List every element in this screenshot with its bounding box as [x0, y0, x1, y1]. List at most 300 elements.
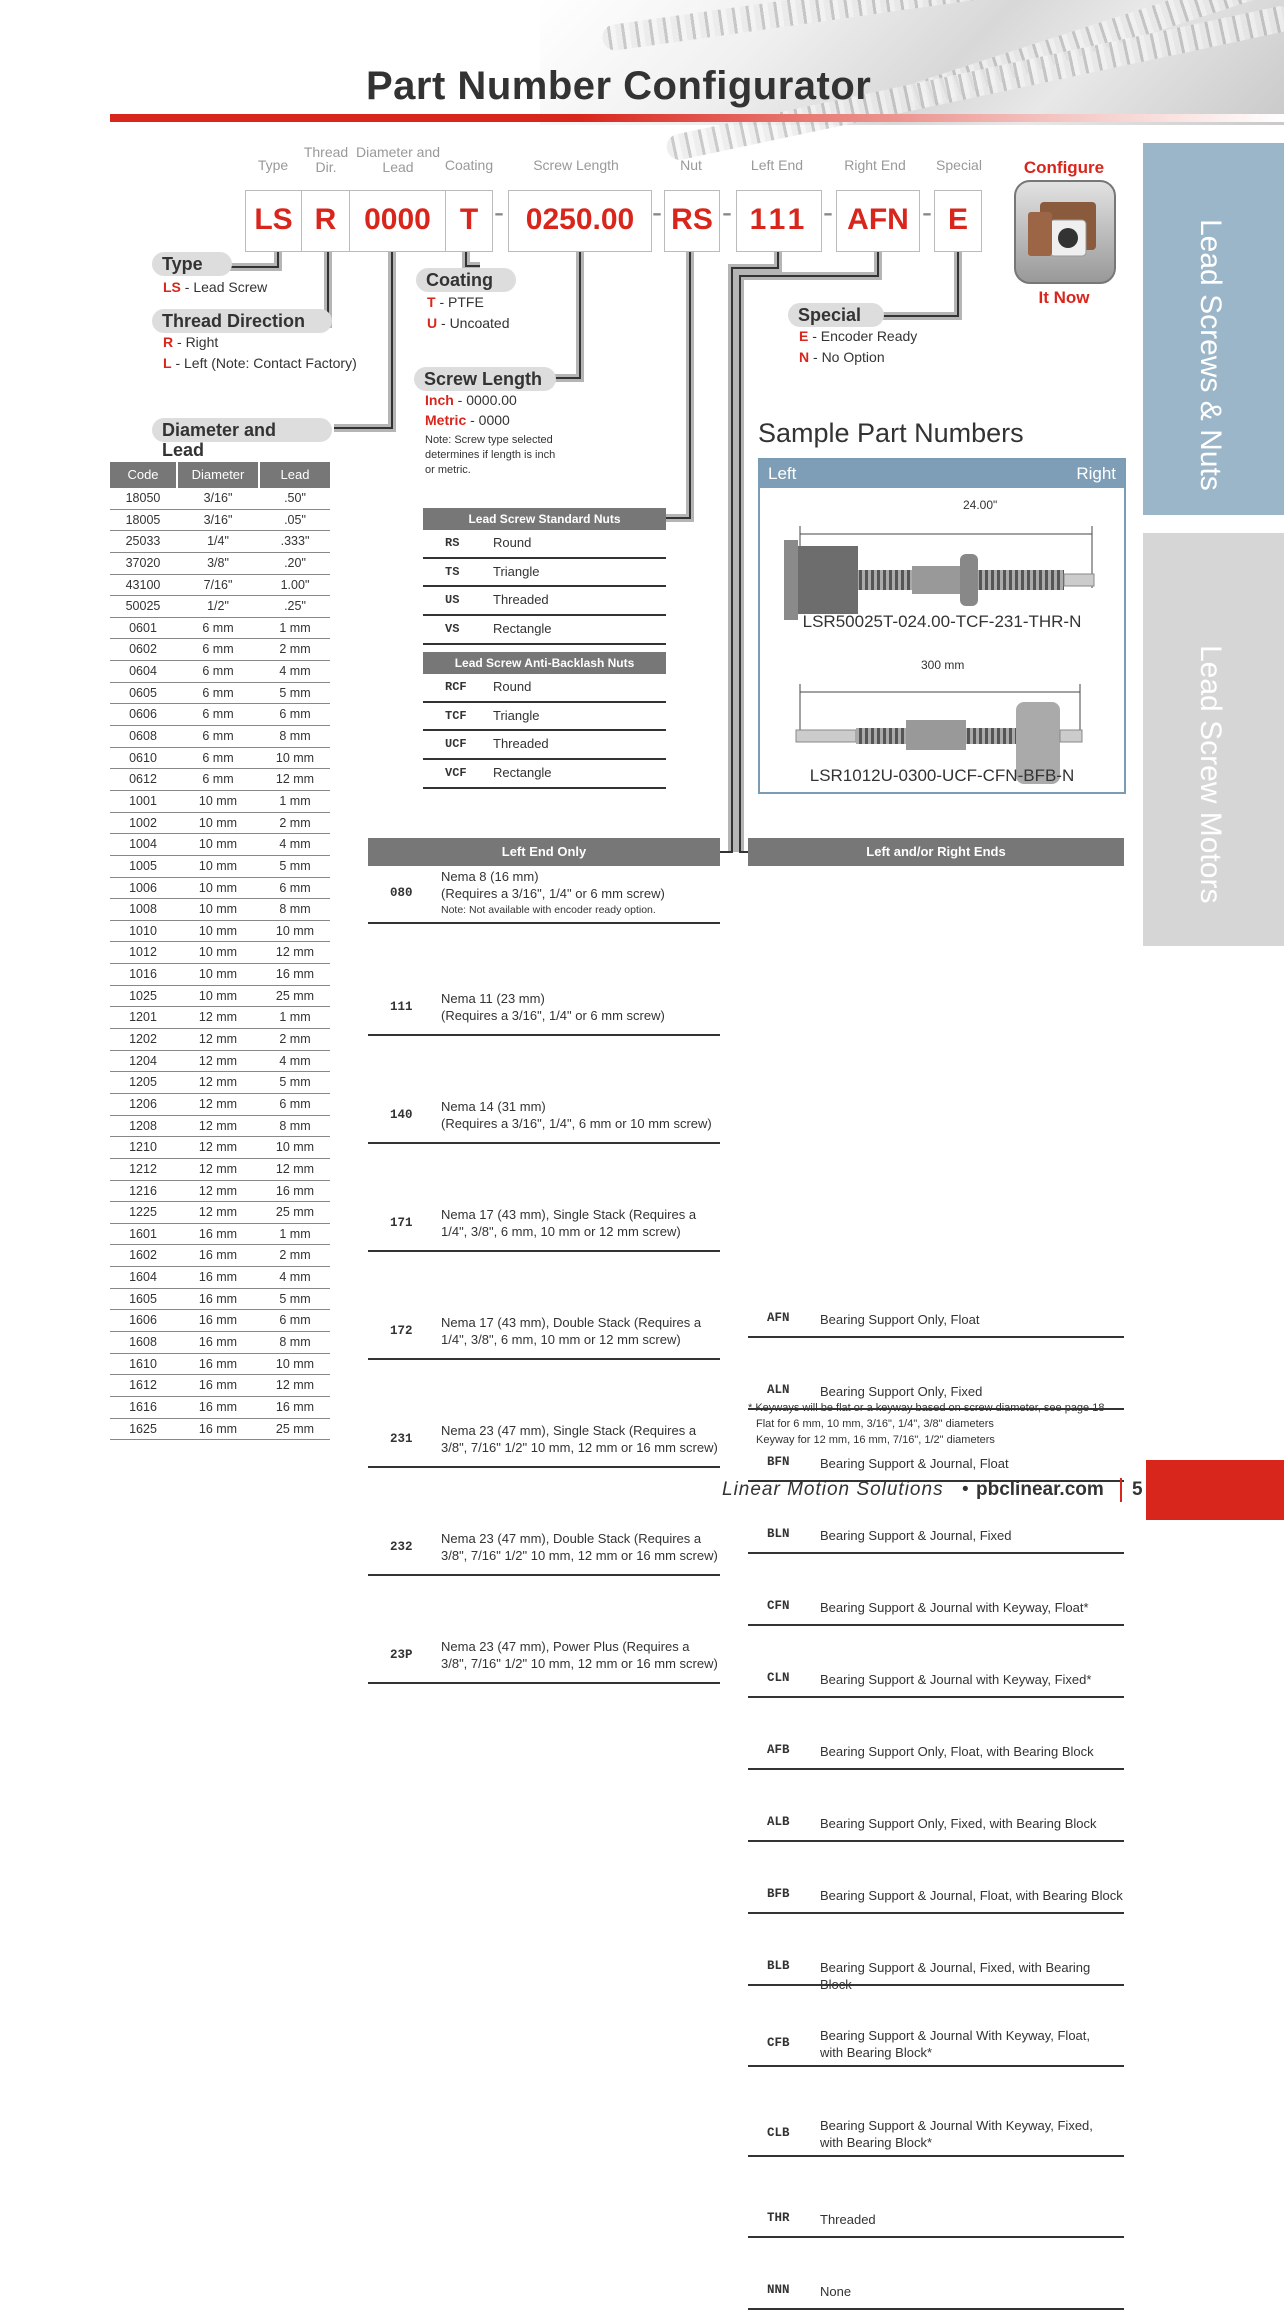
end-code: CFN: [767, 1599, 790, 1613]
end-code: THR: [767, 2211, 790, 2225]
table-cell: 2 mm: [279, 815, 311, 830]
nut-desc: Threaded: [493, 592, 549, 608]
end-desc: 3/8", 7/16" 1/2" 10 mm, 12 mm or 16 mm screw): [441, 1440, 718, 1455]
table-cell: 12 mm: [198, 1205, 238, 1220]
end-code: 172: [390, 1324, 413, 1338]
field-label: Type: [257, 157, 289, 173]
table-row: [110, 704, 330, 726]
table-row: [110, 878, 330, 900]
field-label: Coating: [444, 157, 494, 173]
separator: -: [722, 196, 732, 229]
field-nut[interactable]: RS: [664, 190, 720, 252]
sample-drawings: [760, 488, 1124, 788]
nut-row[interactable]: [423, 760, 666, 789]
configure-label: Configure: [1023, 158, 1105, 177]
table-cell: 6 mm: [202, 772, 234, 787]
table-row: [110, 683, 330, 705]
end-desc: Bearing Support Only, Fixed, with Bearing Block: [820, 1816, 1097, 1831]
table-cell: 12 mm: [198, 1118, 238, 1133]
table-row: [110, 1159, 330, 1181]
table-cell: 16 mm: [198, 1378, 238, 1393]
table-row: [110, 1375, 330, 1397]
table-cell: 1016: [129, 967, 157, 982]
table-cell: 1 mm: [279, 1010, 311, 1025]
nut-desc: Threaded: [493, 736, 549, 752]
end-desc: 1/4", 3/8", 6 mm, 10 mm or 12 mm screw): [441, 1332, 681, 1347]
table-cell: 1601: [129, 1226, 157, 1241]
table-cell: 16 mm: [198, 1334, 238, 1349]
table-row: [110, 1094, 330, 1116]
end-desc: Nema 23 (47 mm), Single Stack (Requires a: [441, 1423, 697, 1438]
end-desc: Bearing Support Only, Float, with Bearing Block: [820, 1744, 1094, 1759]
option-t: T - PTFE: [427, 294, 484, 310]
section-special-title: Special: [788, 303, 884, 327]
table-cell: 1 mm: [279, 793, 311, 808]
left-end-row[interactable]: [368, 982, 720, 1036]
table-cell: 8 mm: [279, 729, 311, 744]
table-row: [110, 899, 330, 921]
table-row: [110, 1116, 330, 1138]
field-label: Nut: [680, 157, 702, 173]
table-cell: 5 mm: [279, 685, 311, 700]
lr-end-row[interactable]: [748, 1302, 1124, 1338]
table-cell: 4 mm: [279, 1053, 311, 1068]
table-row: [110, 1310, 330, 1332]
option-n: N - No Option: [799, 349, 885, 365]
table-cell: 6 mm: [279, 1313, 311, 1328]
table-cell: 0612: [129, 772, 157, 787]
field-type[interactable]: LS: [245, 190, 302, 252]
table-cell: 0604: [129, 664, 157, 679]
corner-accent: [1146, 1460, 1284, 1520]
table-row: [110, 1029, 330, 1051]
table-row: [110, 964, 330, 986]
table-cell: 10 mm: [198, 815, 238, 830]
nut-desc: Rectangle: [493, 765, 552, 781]
end-code: ALN: [767, 1383, 790, 1397]
left-end-header: Left End Only: [368, 838, 720, 866]
end-desc: None: [820, 2284, 852, 2299]
left-end-row[interactable]: [368, 1414, 720, 1468]
end-desc: Nema 17 (43 mm), Single Stack (Requires a: [441, 1207, 697, 1222]
footer-site[interactable]: pbclinear.com: [976, 1479, 1104, 1500]
nut-desc: Round: [493, 679, 532, 694]
table-row: [110, 531, 330, 553]
table-cell: 0606: [129, 707, 157, 722]
table-cell: 1010: [129, 923, 157, 938]
table-cell: 5 mm: [279, 858, 311, 873]
end-code: 111: [390, 1000, 413, 1014]
left-end-row[interactable]: [368, 1522, 720, 1576]
table-cell: 0610: [129, 750, 157, 765]
table-row: [110, 1181, 330, 1203]
separator: -: [922, 196, 932, 229]
end-desc: (Requires a 3/16", 1/4" or 6 mm screw): [441, 1008, 665, 1023]
end-desc: Nema 17 (43 mm), Double Stack (Requires a: [441, 1315, 702, 1330]
table-row: [110, 596, 330, 618]
table-cell: .25": [284, 599, 306, 614]
table-cell: 16 mm: [275, 967, 315, 982]
table-cell: 16 mm: [198, 1270, 238, 1285]
table-row: [110, 813, 330, 835]
option-r: R - Right: [163, 334, 219, 350]
end-code: BFB: [767, 1887, 790, 1901]
table-cell: 0605: [129, 685, 157, 700]
table-cell: 1612: [129, 1378, 157, 1393]
table-cell: 3/8": [207, 555, 229, 570]
table-cell: 2 mm: [279, 642, 311, 657]
section-length-title: Screw Length: [414, 367, 556, 391]
end-desc: with Bearing Block*: [820, 2045, 932, 2060]
end-code: 23P: [390, 1648, 413, 1662]
end-code: CLN: [767, 1671, 790, 1685]
nut-code: RS: [445, 536, 460, 550]
separator: -: [494, 196, 504, 229]
table-row: [110, 986, 330, 1008]
table-cell: 12 mm: [198, 1140, 238, 1155]
section-type-title: Type: [152, 252, 232, 276]
lr-end-row[interactable]: [748, 1590, 1124, 1626]
table-cell: 12 mm: [198, 1075, 238, 1090]
table-cell: .50": [284, 491, 306, 505]
sample-part-number-2: LSR1012U-0300-UCF-CFN-BFB-N: [809, 766, 1075, 785]
nut-row[interactable]: [423, 703, 666, 732]
col-header: Lead: [260, 462, 330, 488]
nut-row[interactable]: [423, 559, 666, 588]
table-cell: 1210: [129, 1140, 157, 1155]
table-cell: 1208: [129, 1118, 157, 1133]
field-screw-length[interactable]: 0250.00: [508, 190, 652, 252]
table-cell: 1 mm: [279, 620, 311, 635]
nut-code: TS: [445, 564, 460, 579]
table-cell: 25 mm: [275, 1421, 315, 1436]
table-row: [110, 791, 330, 813]
table-cell: 10 mm: [198, 988, 238, 1003]
table-cell: 25 mm: [275, 988, 315, 1003]
table-cell: 1.00": [280, 577, 310, 592]
left-end-row[interactable]: [368, 866, 720, 924]
table-cell: 6 mm: [202, 664, 234, 679]
table-cell: 1606: [129, 1313, 157, 1328]
table-cell: 6 mm: [279, 707, 311, 722]
keyway-footnote: * Keyways will be flat or a keyway based on screw diameter, see page 18 Flat for 6 mm, 10 mm, 3/16", 1/4", 3/8" diameters Keyway for 12 mm, 16 mm, 7/16", 1/2" diameters: [748, 1402, 1105, 1446]
table-cell: 7/16": [203, 577, 233, 592]
table-cell: 1005: [129, 858, 157, 873]
table-cell: 10 mm: [275, 750, 315, 765]
table-row: [110, 488, 330, 510]
end-desc: Bearing Support & Journal with Keyway, Fixed*: [820, 1672, 1092, 1687]
table-cell: 1 mm: [279, 1226, 311, 1241]
nut-row[interactable]: [423, 731, 666, 760]
page-number: 5: [1132, 1479, 1143, 1500]
end-note: Note: Not available with encoder ready option.: [441, 904, 656, 916]
table-cell: 1006: [129, 880, 157, 895]
end-code: BLN: [767, 1527, 790, 1541]
lr-end-row[interactable]: [748, 2202, 1124, 2238]
end-desc: Nema 11 (23 mm): [441, 991, 545, 1006]
table-cell: 8 mm: [279, 902, 311, 917]
end-code: 231: [390, 1432, 413, 1446]
table-row: [110, 553, 330, 575]
end-desc: 3/8", 7/16" 1/2" 10 mm, 12 mm or 16 mm screw): [441, 1548, 718, 1563]
table-cell: 10 mm: [275, 1140, 315, 1155]
table-cell: 1616: [129, 1399, 157, 1414]
end-code: CLB: [767, 2125, 790, 2140]
nut-code: TCF: [445, 708, 467, 723]
nut-desc: Rectangle: [493, 621, 552, 637]
footer-tagline: Linear Motion Solutions: [722, 1479, 944, 1500]
nut-desc: Round: [493, 535, 532, 550]
diameter-lead-table: [110, 462, 330, 1440]
table-cell: 1008: [129, 902, 157, 917]
table-cell: 6 mm: [279, 1096, 311, 1111]
sample-panel: [758, 458, 1126, 794]
nut-desc: Triangle: [493, 563, 540, 579]
table-cell: 12 mm: [275, 945, 315, 960]
table-cell: 1001: [129, 793, 157, 808]
end-code: BFN: [767, 1455, 790, 1469]
table-row: [110, 1072, 330, 1094]
end-desc: Bearing Support & Journal, Float: [820, 1456, 1009, 1471]
sample-part-number-1: LSR50025T-024.00-TCF-231-THR-N: [802, 612, 1082, 631]
end-desc: Bearing Support Only, Float: [820, 1312, 980, 1327]
table-cell: 12 mm: [275, 1378, 315, 1393]
field-label: Thread Dir.: [303, 144, 349, 175]
nut-row[interactable]: [423, 616, 666, 645]
table-cell: 1/4": [207, 534, 229, 549]
end-code: CFB: [767, 2035, 790, 2050]
end-code: AFN: [767, 1311, 790, 1325]
section-dl-title: Diameter and Lead: [152, 418, 332, 442]
lr-end-row[interactable]: [748, 1950, 1124, 1992]
table-cell: 16 mm: [198, 1313, 238, 1328]
table-cell: .05": [284, 512, 306, 527]
col-header: Code: [110, 462, 176, 488]
lr-end-row[interactable]: [748, 1446, 1124, 1482]
nut-desc: Triangle: [493, 707, 540, 723]
table-cell: 6 mm: [202, 707, 234, 722]
end-desc: with Bearing Block*: [820, 2135, 932, 2150]
section-coating-title: Coating: [416, 268, 516, 292]
table-cell: 1610: [129, 1356, 157, 1371]
table-row: [110, 726, 330, 748]
lr-end-row[interactable]: [748, 1662, 1124, 1698]
table-cell: 1002: [129, 815, 157, 830]
table-cell: 8 mm: [279, 1118, 311, 1133]
table-row: [110, 575, 330, 597]
table-cell: 10 mm: [198, 945, 238, 960]
field-label: Diameter and Lead: [355, 144, 441, 175]
table-cell: 1206: [129, 1096, 157, 1111]
table-row: [110, 1267, 330, 1289]
left-end-row[interactable]: [368, 1306, 720, 1360]
table-cell: 3/16": [203, 512, 233, 527]
nut-code: RCF: [445, 680, 467, 694]
configure-label: It Now: [1038, 288, 1090, 307]
table-cell: 12 mm: [198, 1183, 238, 1198]
option-ls: LS - Lead Screw: [163, 279, 268, 295]
table-cell: 8 mm: [279, 1334, 311, 1349]
table-cell: 37020: [125, 555, 161, 570]
field-diameter-lead[interactable]: 0000: [349, 190, 446, 252]
left-end-row[interactable]: [368, 1630, 720, 1684]
end-code: 140: [390, 1108, 413, 1122]
table-cell: 25 mm: [275, 1205, 315, 1220]
table-cell: 1216: [129, 1183, 157, 1198]
end-code: 232: [390, 1540, 413, 1554]
table-cell: 1212: [129, 1161, 157, 1176]
table-cell: 16 mm: [198, 1421, 238, 1436]
table-cell: 6 mm: [279, 880, 311, 895]
table-cell: 12 mm: [198, 1010, 238, 1025]
end-code: 171: [390, 1216, 413, 1230]
end-desc: Bearing Support & Journal, Fixed: [820, 1528, 1012, 1543]
table-cell: .333": [280, 534, 310, 549]
table-cell: 50025: [125, 599, 161, 614]
lr-end-row[interactable]: [748, 2112, 1124, 2157]
table-row: [110, 856, 330, 878]
left-end-row[interactable]: [368, 1198, 720, 1252]
option-e: E - Encoder Ready: [799, 328, 918, 344]
table-row: [110, 639, 330, 661]
end-desc: (Requires a 3/16", 1/4", 6 mm or 10 mm screw): [441, 1116, 712, 1131]
table-cell: 16 mm: [198, 1226, 238, 1241]
table-cell: 6 mm: [202, 729, 234, 744]
table-cell: 16 mm: [275, 1399, 315, 1414]
nut-code: VCF: [445, 766, 467, 781]
table-cell: 2 mm: [279, 1248, 311, 1263]
table-cell: 5 mm: [279, 1291, 311, 1306]
table-cell: 1202: [129, 1032, 157, 1047]
nut-row[interactable]: [423, 674, 666, 703]
field-thread-dir[interactable]: R: [301, 190, 350, 252]
length-note: Note: Screw type selected determines if length is inch or metric.: [425, 434, 556, 476]
table-cell: 5 mm: [279, 1075, 311, 1090]
option-metric: Metric - 0000: [425, 412, 510, 428]
table-cell: 1625: [129, 1421, 157, 1436]
table-cell: 1201: [129, 1010, 157, 1025]
table-row: [110, 1332, 330, 1354]
table-row: [110, 1245, 330, 1267]
table-cell: 10 mm: [275, 1356, 315, 1371]
table-cell: 0608: [129, 729, 157, 744]
end-code: AFB: [767, 1743, 790, 1757]
table-cell: 0601: [129, 620, 157, 635]
end-code: BLB: [767, 1959, 790, 1973]
table-cell: 1204: [129, 1053, 157, 1068]
ab-nuts-header: Lead Screw Anti-Backlash Nuts: [423, 652, 666, 674]
table-cell: 16 mm: [198, 1399, 238, 1414]
table-row: [110, 1397, 330, 1419]
col-header: Diameter: [178, 462, 258, 488]
table-cell: 12 mm: [275, 772, 315, 787]
lr-end-row[interactable]: [748, 1518, 1124, 1554]
end-desc: Nema 14 (31 mm): [441, 1099, 546, 1114]
nut-row[interactable]: [423, 530, 666, 559]
lr-end-row[interactable]: [748, 2022, 1124, 2067]
lr-end-row[interactable]: [748, 1878, 1124, 1914]
separator: -: [823, 196, 833, 229]
table-cell: 1605: [129, 1291, 157, 1306]
option-inch: Inch - 0000.00: [425, 392, 517, 408]
table-cell: 16 mm: [198, 1356, 238, 1371]
table-cell: 4 mm: [279, 664, 311, 679]
end-desc: Bearing Support & Journal, Fixed, with Bearing Block: [820, 1960, 1091, 1992]
table-row: [110, 1224, 330, 1246]
table-cell: .20": [284, 555, 306, 570]
field-left-end[interactable]: 111: [736, 190, 822, 252]
table-cell: 1004: [129, 837, 157, 852]
table-cell: 16 mm: [198, 1248, 238, 1263]
table-row: [110, 942, 330, 964]
table-row: [110, 834, 330, 856]
nut-code: UCF: [445, 737, 467, 752]
end-desc: Bearing Support & Journal, Float, with Bearing Block: [820, 1888, 1123, 1903]
table-row: [110, 1007, 330, 1029]
section-thread-title: Thread Direction: [152, 309, 332, 333]
table-cell: 10 mm: [198, 793, 238, 808]
field-label: Right End: [844, 157, 906, 173]
table-cell: 16 mm: [275, 1183, 315, 1198]
lr-end-row[interactable]: [748, 1806, 1124, 1842]
table-cell: 6 mm: [202, 750, 234, 765]
end-desc: Bearing Support Only, Fixed: [820, 1384, 983, 1399]
table-cell: 4 mm: [279, 1270, 311, 1285]
field-right-end[interactable]: AFN: [836, 190, 920, 252]
left-end-row[interactable]: [368, 1090, 720, 1144]
page-title: Part Number Configurator: [366, 64, 872, 108]
table-cell: 12 mm: [275, 1161, 315, 1176]
field-label: Screw Length: [533, 157, 619, 173]
table-cell: 0602: [129, 642, 157, 657]
std-nuts-header: Lead Screw Standard Nuts: [423, 508, 666, 530]
side-tab-label: Lead Screw Motors: [1194, 645, 1227, 904]
table-row: [110, 921, 330, 943]
table-cell: 1/2": [207, 599, 229, 614]
table-row: [110, 748, 330, 770]
lr-end-row[interactable]: [748, 2274, 1124, 2310]
table-row: [110, 1051, 330, 1073]
end-code: 080: [390, 886, 413, 900]
side-tab-label: Lead Screws & Nuts: [1194, 219, 1227, 491]
field-label: Special: [936, 157, 982, 173]
sample-title: Sample Part Numbers: [758, 418, 1024, 448]
nut-code: VS: [445, 622, 460, 637]
separator: -: [652, 196, 662, 229]
end-desc: Nema 23 (47 mm), Power Plus (Requires a: [441, 1639, 690, 1654]
table-cell: 12 mm: [198, 1032, 238, 1047]
table-row: [110, 510, 330, 532]
field-label: Left End: [750, 157, 804, 173]
end-desc: (Requires a 3/16", 1/4" or 6 mm screw): [441, 886, 665, 901]
table-cell: 6 mm: [202, 620, 234, 635]
end-desc: Threaded: [820, 2212, 876, 2227]
nut-row[interactable]: [423, 587, 666, 616]
table-cell: 6 mm: [202, 642, 234, 657]
table-row: [110, 1419, 330, 1441]
dim-label: 300 mm: [918, 658, 967, 672]
table-cell: 2 mm: [279, 1032, 311, 1047]
table-cell: 1602: [129, 1248, 157, 1263]
table-cell: 12 mm: [198, 1161, 238, 1176]
field-special[interactable]: E: [934, 190, 982, 252]
field-coating[interactable]: T: [445, 190, 493, 252]
end-desc: Nema 8 (16 mm): [441, 869, 539, 884]
end-desc: 3/8", 7/16" 1/2" 10 mm, 12 mm or 16 mm screw): [441, 1656, 718, 1671]
lr-end-row[interactable]: [748, 1734, 1124, 1770]
table-cell: 3/16": [203, 491, 233, 505]
table-cell: 1225: [129, 1205, 157, 1220]
